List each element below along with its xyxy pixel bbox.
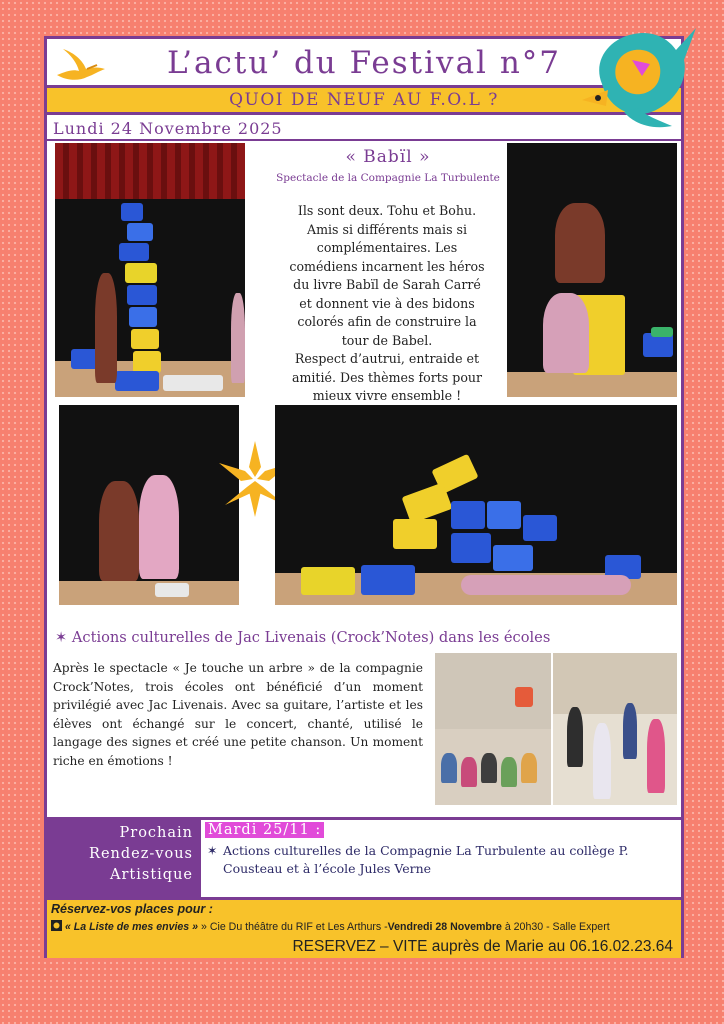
newsletter-frame <box>44 36 684 958</box>
actions-heading: ✶ Actions culturelles de Jac Livenais (Crock’Notes) dans les écoles <box>55 629 551 646</box>
actions-text: Après le spectacle « Je touche un arbre » de la compagnie Crock’Notes, trois écoles ont bénéficié d’un moment privilégié avec Jac Livenais. Avec sa guitare, l’artiste et les élèves ont échangé sur le concert, chanté, utilisé le langage des signes et créé une petite chanson. Un moment riche en émotions ! <box>53 661 423 768</box>
babil-title: « Babïl » <box>345 147 431 167</box>
babil-line: Amis si différents mais si <box>306 221 468 237</box>
babil-line: amitié. Des thèmes forts pour <box>291 369 483 385</box>
booking-call-to-action: RESERVEZ – VITE auprès de Marie au 06.16.02.23.64 <box>292 938 673 955</box>
babil-line: colorés afin de construire la <box>297 314 477 329</box>
next-event-text: Actions culturelles de la Compagnie La Turbulente au collège P. Cousteau et à l’école Jules Verne <box>223 843 629 876</box>
next-event-date: Mardi 25/11 : <box>205 822 324 838</box>
babil-photo-tower <box>55 143 245 397</box>
star-bullet-icon: ✶ <box>207 843 218 858</box>
page-title: L’actu’ du Festival n°7 <box>166 45 562 81</box>
booking-company: » Cie Du théâtre du RIF et Les Arthurs - <box>198 921 388 933</box>
babil-line: mieux vivre ensemble ! <box>312 388 462 403</box>
babil-line: tour de Babel. <box>341 332 433 348</box>
next-event-section <box>47 817 681 897</box>
next-event-label <box>47 820 201 897</box>
babil-line: complémentaires. Les <box>316 240 458 255</box>
booking-show-title: « La Liste de mes envies » <box>64 921 199 933</box>
babil-photo-kneel <box>59 405 239 605</box>
babil-description <box>265 202 509 406</box>
babil-subtitle: Spectacle de la Compagnie La Turbulente <box>276 172 500 184</box>
babil-line: Respect d’autrui, entraide et <box>294 351 480 366</box>
subtitle-banner: QUOI DE NEUF AU F.O.L ? <box>47 85 681 115</box>
babil-line: Ils sont deux. Tohu et Bohu. <box>297 203 477 218</box>
next-label-line: Artistique <box>110 867 193 883</box>
babil-photo-duo <box>507 143 677 397</box>
babil-photo-fallen <box>275 405 677 605</box>
next-label-line: Rendez-vous <box>89 846 193 862</box>
booking-day: Vendredi 28 Novembre <box>387 921 502 933</box>
booking-heading: Réservez-vos places pour : <box>51 902 213 916</box>
bird-illustration-icon <box>572 20 702 136</box>
booking-section <box>47 897 681 958</box>
issue-date: Lundi 24 Novembre 2025 <box>53 119 283 138</box>
school-photo-circle <box>435 653 551 805</box>
babil-line: et donnent vie à des bidons <box>299 295 475 311</box>
divider <box>47 139 681 141</box>
school-photo-dance <box>553 653 677 805</box>
babil-line: du livre Babïl de Sarah Carré <box>293 277 481 292</box>
babil-line: comédiens incarnent les héros <box>289 258 485 274</box>
booking-time-place: à 20h30 - Salle Expert <box>501 921 610 933</box>
sun-bullet-icon <box>51 920 62 931</box>
next-event-item <box>207 842 677 878</box>
booking-show-line <box>51 920 610 933</box>
next-label-line: Prochain <box>119 825 193 841</box>
